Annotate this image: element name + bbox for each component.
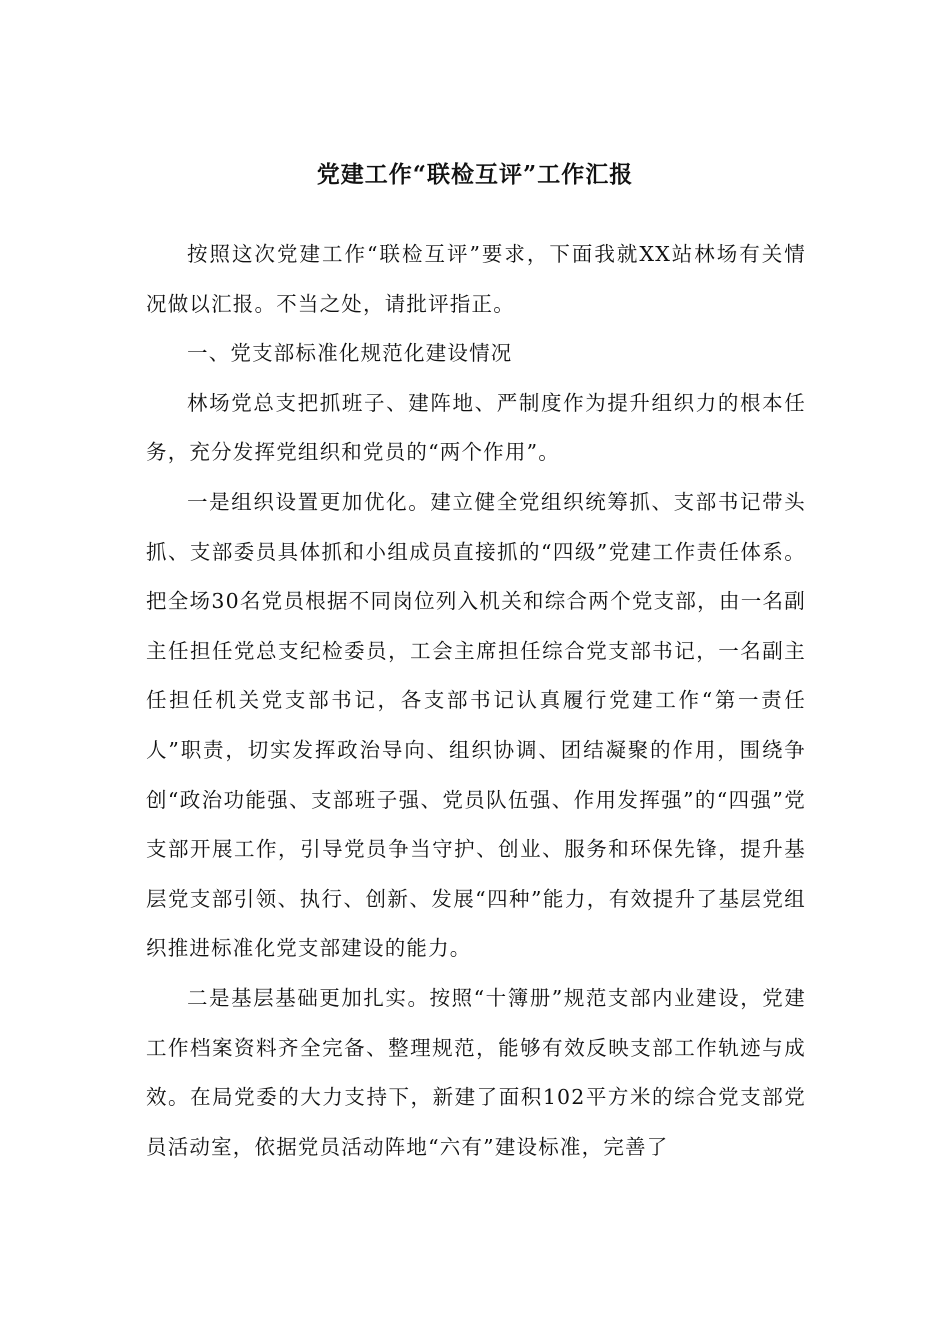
document-body [146, 230, 806, 1172]
body-paragraph: 林场党总支把抓班子、建阵地、严制度作为提升组织力的根本任务，充分发挥党组织和党员的“两个作用”。 [146, 390, 806, 465]
body-paragraph: 二是基层基础更加扎实。按照“十簿册”规范支部内业建设，党建工作档案资料齐全完备、整理规范，能够有效反映支部工作轨迹与成效。在局党委的大力支持下，新建了面积102平方米的综合党支部党员活动室，依据党员活动阵地“六有”建设标准，完善了 [146, 985, 806, 1159]
body-paragraph: 一是组织设置更加优化。建立健全党组织统筹抓、支部书记带头抓、支部委员具体抓和小组成员直接抓的“四级”党建工作责任体系。把全场30名党员根据不同岗位列入机关和综合两个党支部，由一名副主任担任党总支纪检委员，工会主席担任综合党支部书记，一名副主任担任机关党支部书记，各支部书记认真履行党建工作“第一责任人”职责，切实发挥政治导向、组织协调、团结凝聚的作用，围绕争创“政治功能强、支部班子强、党员队伍强、作用发挥强”的“四强”党支部开展工作，引导党员争当守护、创业、服务和环保先锋，提升基层党支部引领、执行、创新、发展“四种”能力，有效提升了基层党组织推进标准化党支部建设的能力。 [146, 489, 806, 961]
section-heading-1: 一、党支部标准化规范化建设情况 [187, 341, 513, 366]
document-title: 党建工作“联检互评”工作汇报 [316, 161, 634, 188]
intro-paragraph: 按照这次党建工作“联检互评”要求，下面我就XX站林场有关情况做以汇报。不当之处，请批评指正。 [146, 242, 806, 316]
